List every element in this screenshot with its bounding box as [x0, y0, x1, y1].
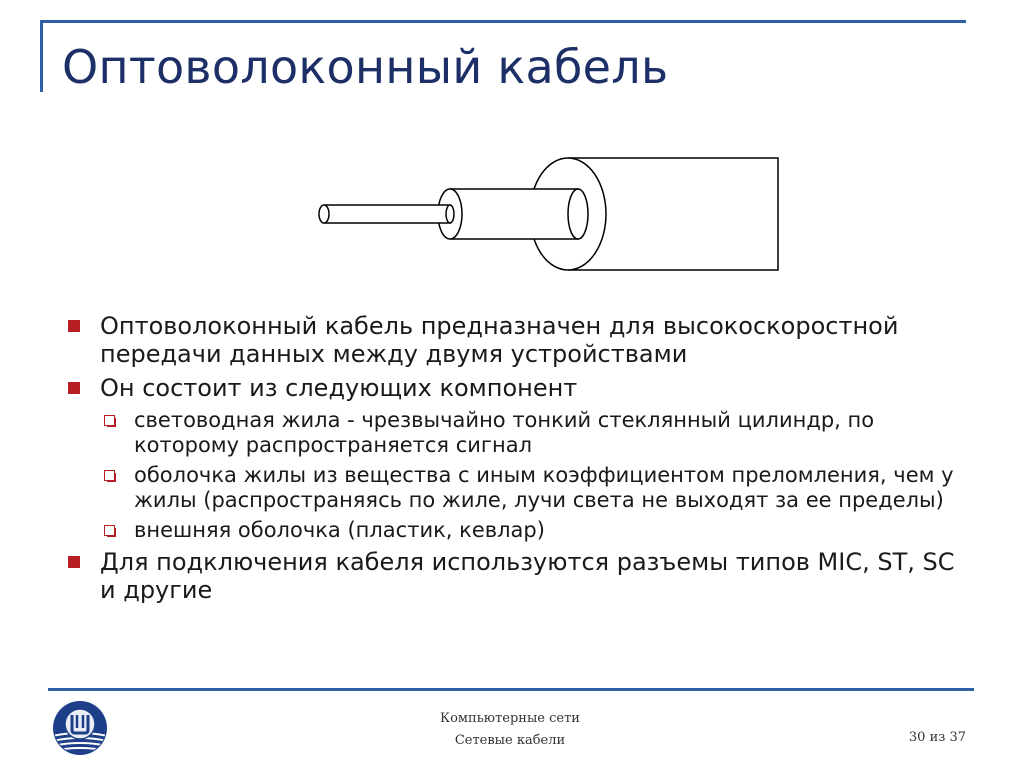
- bullet-text: Он состоит из следующих компонент: [100, 374, 578, 402]
- sub-bullet-text: внешняя оболочка (пластик, кевлар): [134, 518, 545, 542]
- top-rule: [40, 20, 966, 23]
- sub-bullet-item: [68, 463, 968, 513]
- core-end: [319, 205, 329, 223]
- bullet-item: [68, 312, 968, 368]
- sub-bullet-text: световодная жила - чрезвычайно тонкий стеклянный цилиндр, по которому распространяется сигнал: [134, 408, 875, 457]
- bullet-text: Оптоволоконный кабель предназначен для высокоскоростной передачи данных между двумя устройствами: [100, 312, 899, 368]
- footer-info: [360, 708, 660, 752]
- core: [324, 205, 450, 223]
- footer-course: Компьютерные сети: [440, 711, 580, 726]
- sub-bullet-checkbox-icon: [104, 525, 115, 536]
- page-counter: 30 из 37: [908, 730, 966, 745]
- cladding-end-right: [568, 189, 588, 239]
- bullet-square-icon: [68, 556, 80, 568]
- university-logo-icon: [52, 700, 108, 756]
- sub-bullet-checkbox-icon: [104, 415, 115, 426]
- bottom-rule: [48, 688, 974, 691]
- fiber-cable-diagram: [310, 150, 790, 280]
- sub-bullet-checkbox-icon: [104, 470, 115, 481]
- bullet-square-icon: [68, 382, 80, 394]
- left-rule: [40, 20, 43, 92]
- sub-bullet-item: [68, 518, 968, 543]
- slide-title: Оптоволоконный кабель: [62, 40, 669, 94]
- footer-topic: Сетевые кабели: [454, 733, 566, 748]
- sub-bullet-text: оболочка жилы из вещества с иным коэффициентом преломления, чем у жилы (распространяясь по жиле, лучи света не выходят за ее пределы): [134, 463, 954, 512]
- bullet-item: [68, 548, 968, 604]
- core-end-right: [446, 205, 454, 223]
- bullet-text: Для подключения кабеля используются разъемы типов MIC, ST, SC и другие: [100, 548, 955, 604]
- sub-bullet-item: [68, 408, 968, 458]
- bullet-item: [68, 374, 968, 402]
- bullet-list: [68, 312, 968, 610]
- cladding: [450, 189, 578, 239]
- bullet-square-icon: [68, 320, 80, 332]
